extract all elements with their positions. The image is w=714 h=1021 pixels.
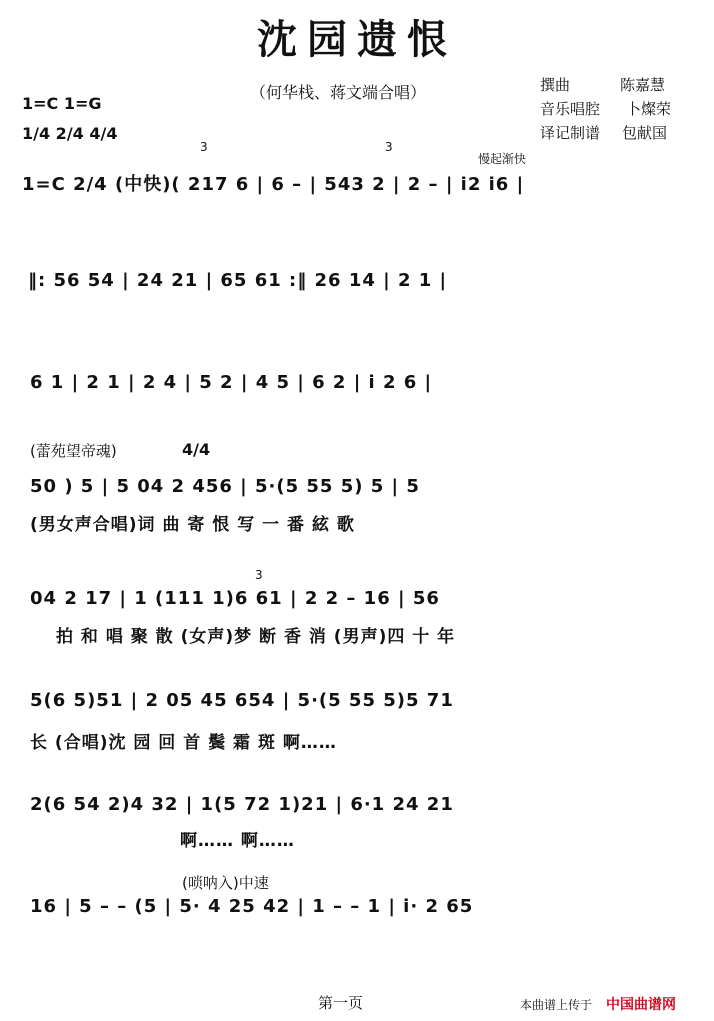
tempo-change-note: 慢起渐快	[478, 152, 527, 166]
lyrics-line-5: 拍 和 唱 聚 散 (女声)梦 断 香 消 (男声)四 十 年	[56, 627, 456, 647]
triplet-mark-1: 3	[200, 140, 208, 154]
staff-line-5: 04 2 17 | 1 (111 1)6 61 | 2 2 – 16 | 56	[30, 588, 440, 609]
page-title: 沈园遗恨	[257, 16, 457, 63]
section-label: (蕾苑望帝魂)	[30, 442, 117, 460]
staff-line-8: 16 | 5 – – (5 | 5· 4 25 42 | 1 – – 1 | i· 2 65	[30, 896, 474, 917]
time-signatures: 1/4 2/4 4/4	[22, 124, 118, 143]
upload-note: 本曲谱上传于	[520, 998, 593, 1012]
meter-change: 4/4	[182, 440, 211, 459]
lyrics-line-7: 啊…… 啊……	[180, 831, 295, 851]
triplet-mark-3: 3	[255, 568, 263, 582]
staff-line-4: 50 ) 5 | 5 04 2 456 | 5·(5 55 5) 5 | 5	[30, 476, 420, 497]
credit-composer-name: 陈嘉慧	[620, 76, 666, 94]
credit-music-role: 音乐唱腔	[540, 100, 601, 118]
credit-composer-role: 撰曲	[540, 76, 571, 94]
staff-line-7: 2(6 54 2)4 32 | 1(5 72 1)21 | 6·1 24 21	[30, 794, 454, 815]
site-logo: 中国曲谱网	[606, 997, 676, 1013]
subtitle: （何华栈、蒋文端合唱）	[250, 83, 427, 102]
staff-line-1: 1=C 2/4 (中快)( 217 6 | 6 – | 543 2 | 2 – | i2 i6 |	[22, 174, 525, 195]
triplet-mark-2: 3	[385, 140, 393, 154]
page-number: 第一页	[318, 994, 364, 1012]
credit-transcriber-name: 包献国	[622, 124, 668, 142]
lyrics-line-6: 长 (合唱)沈 园 回 首 鬓 霜 斑 啊……	[30, 733, 337, 753]
suona-tempo-note: (唢呐入)中速	[182, 874, 269, 892]
staff-line-2: ‖: 56 54 | 24 21 | 65 61 :‖ 26 14 | 2 1 |	[28, 270, 448, 291]
staff-line-3: 6 1 | 2 1 | 2 4 | 5 2 | 4 5 | 6 2 | i 2 6 |	[30, 372, 433, 393]
credit-music-name: 卜燦荣	[626, 100, 672, 118]
lyrics-line-4: (男女声合唱)词 曲 寄 恨 写 一 番 絃 歌	[30, 515, 355, 535]
staff-line-6: 5(6 5)51 | 2 05 45 654 | 5·(5 55 5)5 71	[30, 690, 454, 711]
credit-transcriber-role: 译记制谱	[540, 124, 601, 142]
key-signature: 1=C 1=G	[22, 94, 102, 113]
